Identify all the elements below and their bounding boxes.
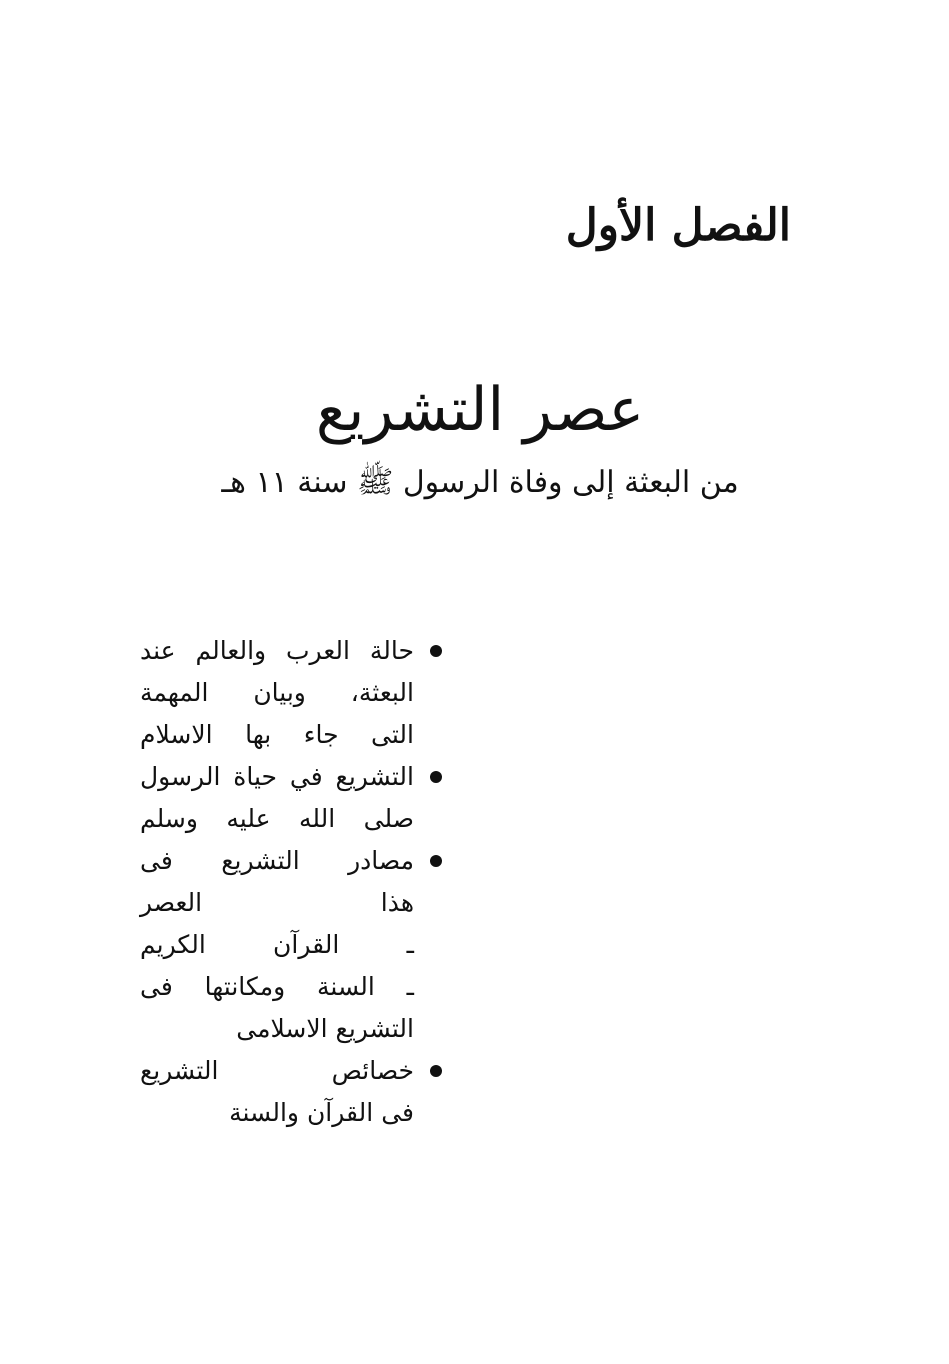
list-item [140, 672, 460, 714]
list-item-text: البعثة، وبيان المهمة [140, 678, 414, 707]
list-item-text: ـ القرآن الكريم [140, 930, 414, 959]
list-item [140, 798, 460, 840]
list-item [140, 924, 460, 966]
list-item-text: ـ السنة ومكانتها فى [140, 972, 414, 1001]
bullet-icon [430, 1065, 442, 1077]
list-item-text: مصادر التشريع فى [140, 846, 414, 875]
page-title: عصر التشريع [315, 375, 645, 445]
list-item-text: فى القرآن والسنة [229, 1098, 414, 1127]
chapter-heading: الفصل الأول [565, 200, 791, 251]
bullet-icon [430, 771, 442, 783]
list-item-text: صلى الله عليه وسلم [140, 804, 414, 833]
list-item [140, 1050, 460, 1092]
list-item [140, 966, 460, 1008]
list-item-text: خصائص التشريع [140, 1056, 414, 1085]
page-subtitle: من البعثة إلى وفاة الرسول ﷺ سنة ١١ هـ [221, 465, 739, 500]
list-item-text: هذا العصر [140, 888, 414, 917]
list-item-text: حالة العرب والعالم عند [140, 636, 414, 665]
list-item [140, 1092, 460, 1134]
list-item [140, 714, 460, 756]
list-item-text: التى جاء بها الاسلام [140, 720, 414, 749]
list-item [140, 756, 460, 798]
list-item [140, 840, 460, 882]
list-item-text: التشريع في حياة الرسول [140, 762, 414, 791]
list-item [140, 630, 460, 672]
bullet-icon [430, 645, 442, 657]
list-item-text: التشريع الاسلامى [236, 1014, 414, 1043]
bullet-icon [430, 855, 442, 867]
list-item [140, 1008, 460, 1050]
list-item [140, 882, 460, 924]
contents-list [140, 630, 460, 1134]
